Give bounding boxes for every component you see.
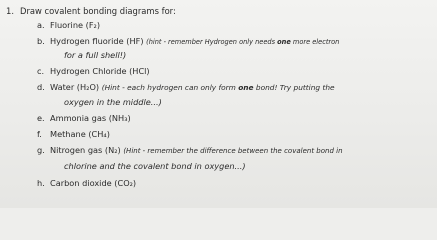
item-text: Nitrogen gas (N₂) bbox=[50, 145, 121, 155]
item-text: Water (H₂O) bbox=[50, 82, 100, 92]
item-text: Ammonia gas (NH₃) bbox=[50, 113, 131, 123]
item-text: Hydrogen fluoride (HF) bbox=[50, 36, 144, 46]
item-hint-continuation: chlorine and the covalent bond in oxygen...) bbox=[64, 161, 246, 171]
question-prompt: Draw covalent bonding diagrams for: bbox=[20, 6, 176, 16]
item-letter: a. bbox=[37, 20, 45, 30]
item-hint: (Hint - remember the difference between the covalent bond in bbox=[123, 147, 343, 155]
item-letter: f. bbox=[37, 129, 42, 139]
item-text: Fluorine (F₂) bbox=[50, 20, 101, 30]
list-item-f bbox=[37, 129, 110, 139]
item-letter: b. bbox=[37, 36, 45, 46]
list-item-a bbox=[37, 20, 101, 30]
item-text: Methane (CH₄) bbox=[50, 129, 110, 139]
item-letter: h. bbox=[37, 178, 45, 188]
list-item-h bbox=[37, 178, 137, 188]
list-item-d bbox=[37, 82, 335, 92]
item-letter: e. bbox=[37, 113, 45, 123]
list-item-e bbox=[37, 113, 131, 123]
item-hint-continuation: for a full shell!) bbox=[64, 50, 127, 60]
item-hint: (hint - remember Hydrogen only needs one more electron bbox=[146, 38, 340, 46]
list-item-b bbox=[37, 36, 340, 46]
item-hint-continuation: oxygen in the middle...) bbox=[64, 97, 162, 107]
list-item-c bbox=[37, 66, 150, 76]
item-letter: c. bbox=[37, 66, 45, 76]
item-text: Hydrogen Chloride (HCl) bbox=[50, 66, 150, 76]
item-hint: (Hint - each hydrogen can only form one bond! Try putting the bbox=[101, 83, 335, 92]
item-text: Carbon dioxide (CO₂) bbox=[50, 178, 137, 188]
list-item-g bbox=[37, 145, 343, 155]
item-letter: g. bbox=[37, 145, 45, 155]
item-letter: d. bbox=[37, 82, 45, 92]
question-number: 1. bbox=[6, 6, 14, 16]
